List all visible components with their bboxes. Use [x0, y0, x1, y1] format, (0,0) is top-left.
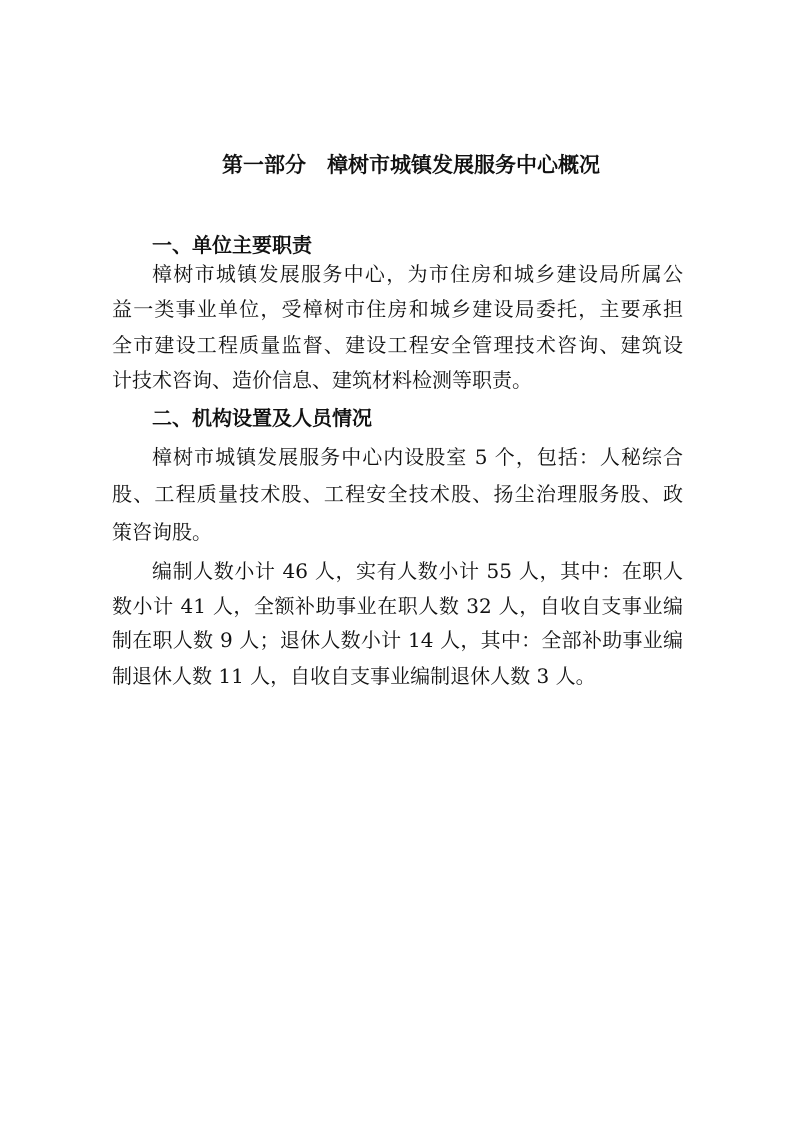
section2-p1-line-2: 股、工程质量技术股、工程安全技术股、扬尘治理服务股、政 — [112, 482, 683, 506]
page-title: 第一部分 樟树市城镇发展服务中心概况 — [222, 153, 600, 177]
section1-line-2: 益一类事业单位，受樟树市住房和城乡建设局委托，主要承担 — [112, 297, 683, 321]
section2-p2-line-2: 数小计 41 人，全额补助事业在职人数 32 人，自收自支事业编 — [112, 594, 683, 618]
section1-line-3: 全市建设工程质量监督、建设工程安全管理技术咨询、建筑设 — [112, 333, 683, 357]
section2-p1-line-3: 策咨询股。 — [112, 520, 212, 544]
section2-p1-line-1: 樟树市城镇发展服务中心内设股室 5 个，包括：人秘综合 — [152, 445, 683, 469]
section2-p2-line-4: 制退休人数 11 人，自收自支事业编制退休人数 3 人。 — [112, 664, 596, 688]
section1-line-1: 樟树市城镇发展服务中心，为市住房和城乡建设局所属公 — [152, 262, 683, 286]
section2-p2-line-1: 编制人数小计 46 人，实有人数小计 55 人，其中：在职人 — [152, 559, 683, 583]
section2-p2-line-3: 制在职人数 9 人；退休人数小计 14 人，其中：全部补助事业编 — [112, 628, 683, 652]
section1-heading: 一、单位主要职责 — [152, 233, 312, 257]
section2-heading: 二、机构设置及人员情况 — [152, 406, 372, 430]
section1-line-4: 计技术咨询、造价信息、建筑材料检测等职责。 — [112, 368, 532, 392]
